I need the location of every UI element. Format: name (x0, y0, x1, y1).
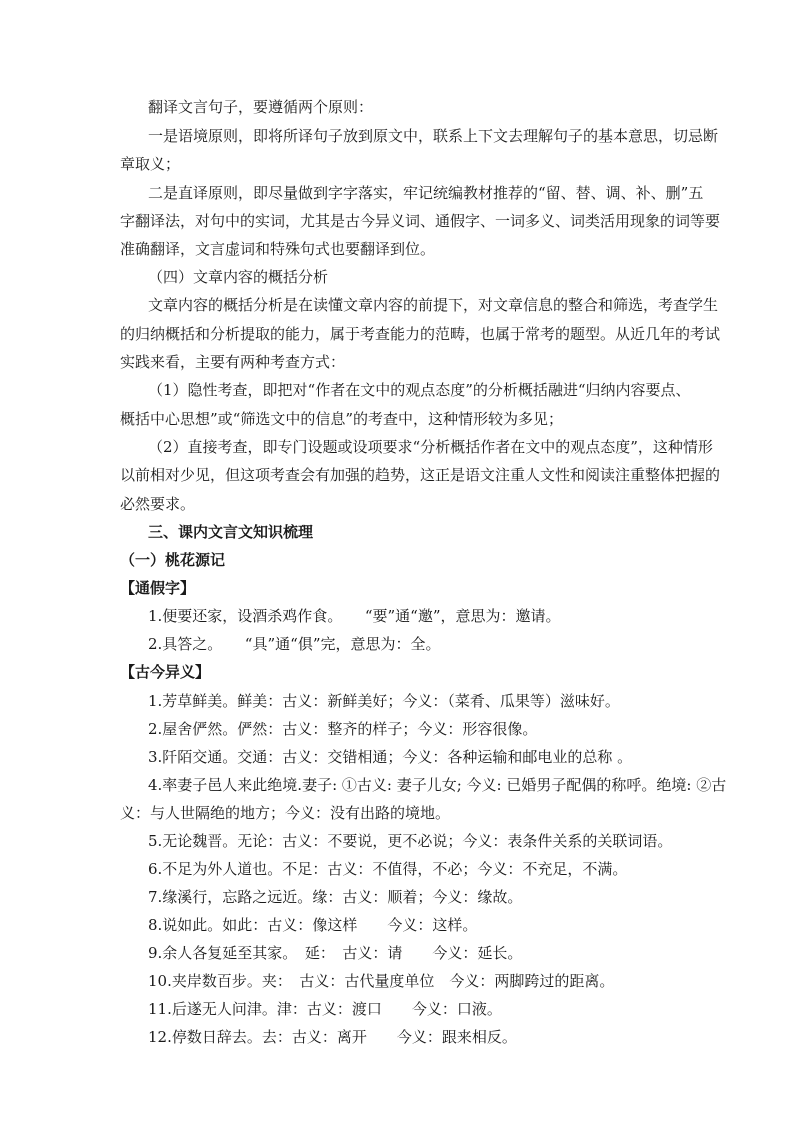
paragraph-line: 的归纳概括和分析提取的能力，属于考查能力的范畴，也属于常考的题型。从近几年的考试 (120, 325, 721, 343)
list-item: 11.后遂无人问津。津：古义：渡口 今义：口液。 (148, 1000, 502, 1018)
paragraph-line: （1）隐性考查，即把对“作者在文中的观点态度”的分析概括融进“归纳内容要点、 (148, 381, 691, 399)
paragraph-line: 一是语境原则，即将所译句子放到原文中，联系上下文去理解句子的基本意思，切忌断 (148, 127, 719, 145)
paragraph-line: 以前相对少见，但这项考查会有加强的趋势，这正是语文注重人文性和阅读注重整体把握的 (120, 466, 721, 484)
category-heading: 【通假字】 (120, 579, 196, 597)
list-item: 义：与人世隔绝的地方；今义：没有出路的境地。 (120, 804, 451, 822)
paragraph-line: 准确翻译，文言虚词和特殊句式也要翻译到位。 (120, 240, 436, 258)
list-item: 5.无论魏晋。无论：古义：不要说，更不必说；今义：表条件关系的关联词语。 (148, 832, 673, 850)
list-item: 1.芳草鲜美。鲜美：古义：新鲜美好；今义：（菜肴、瓜果等）滋味好。 (148, 692, 620, 710)
list-item: 10.夹岸数百步。夹： 古义：古代量度单位 今义：两脚跨过的距离。 (148, 972, 615, 990)
list-item: 4.率妻子邑人来此绝境.妻子: ①古义: 妻子儿女; 今义: 已婚男子配偶的称呼。绝境: ②古 (148, 776, 727, 794)
paragraph-line: 章取义； (120, 155, 181, 173)
paragraph-line: 实践来看，主要有两种考查方式： (120, 353, 346, 371)
list-item: 12.停数日辞去。去：古义：离开 今义：跟来相反。 (148, 1028, 517, 1046)
paragraph-line: 二是直译原则，即尽量做到字字落实，牢记统编教材推荐的“留、替、调、补、删”五 (148, 184, 704, 202)
list-item: 9.余人各复延至其家。 延： 古义：请 今义：延长。 (148, 944, 523, 962)
paragraph-line: 字翻译法，对句中的实词，尤其是古今异义词、通假字、一词多义、词类活用现象的词等要 (120, 212, 721, 230)
paragraph-line: 文章内容的概括分析是在读懂文章内容的前提下，对文章信息的整合和筛选，考查学生 (148, 296, 719, 314)
list-item: 2.屋舍俨然。俨然：古义：整齐的样子；今义：形容很像。 (148, 720, 538, 738)
paragraph-line: 概括中心思想”或“筛选文中的信息”的考查中，这种情形较为多见； (120, 410, 564, 428)
paragraph-line: 翻译文言句子，要遵循两个原则： (148, 98, 374, 116)
subsection-heading: （一）桃花源记 (120, 551, 226, 569)
list-item: 7.缘溪行，忘路之远近。缘：古义：顺着；今义：缘故。 (148, 888, 523, 906)
part-heading: 三、课内文言文知识梳理 (148, 523, 314, 541)
section-heading: （四）文章内容的概括分析 (148, 268, 329, 286)
paragraph-line: 必然要求。 (120, 495, 196, 513)
list-item: 2.具答之。 “具”通“俱”完，意思为：全。 (148, 635, 441, 653)
list-item: 6.不足为外人道也。不足：古义：不值得，不必；今义：不充足，不满。 (148, 860, 628, 878)
list-item: 3.阡陌交通。交通：古义：交错相通；今义：各种运输和邮电业的总称 。 (148, 748, 633, 766)
list-item: 8.说如此。如此：古义：像这样 今义：这样。 (148, 916, 478, 934)
list-item: 1.便要还家，设酒杀鸡作食。 “要”通“邀”，意思为：邀请。 (148, 607, 561, 625)
paragraph-line: （2）直接考查，即专门设题或设项要求“分析概括作者在文中的观点态度”，这种情形 (148, 438, 713, 456)
category-heading: 【古今异义】 (120, 663, 211, 681)
